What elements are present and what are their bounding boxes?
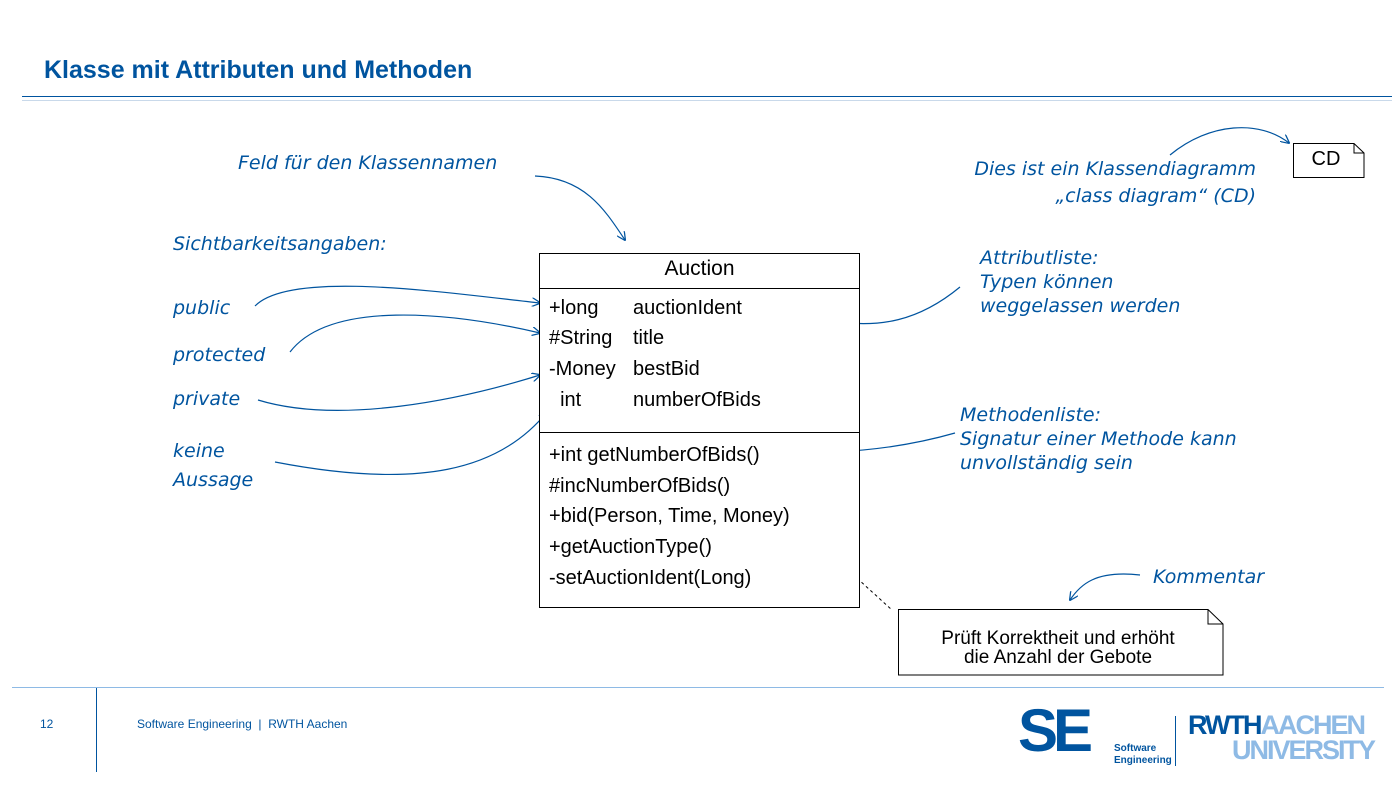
uml-name-divider (540, 288, 859, 289)
uml-attribute: +long auctionIdent (549, 297, 742, 319)
se-logo-mark: SE (1018, 697, 1089, 764)
cd-tag-label: CD (1311, 148, 1341, 170)
uml-attribute: int numberOfBids (549, 389, 761, 411)
uml-method: +int getNumberOfBids() (549, 444, 760, 466)
annotation-visibility-heading: Sichtbarkeitsangaben: (173, 233, 387, 255)
uml-attribute: -Money bestBid (549, 358, 700, 380)
uml-class-auction (539, 253, 860, 608)
annotation-diagram-info (952, 156, 1256, 210)
arrow-public (255, 286, 540, 306)
annotation-classname-field: Feld für den Klassennamen (238, 152, 498, 174)
footer-text: Software Engineering | RWTH Aachen (137, 717, 348, 731)
comment-note-line2: die Anzahl der Gebote (963, 647, 1153, 668)
annotation-attribute-list (980, 246, 1180, 318)
annotation-no-statement (173, 437, 253, 495)
rwth-logo (1188, 710, 1375, 768)
arrow-private (258, 375, 540, 410)
annotation-private: private (173, 388, 241, 410)
uml-attribute: #String title (549, 327, 665, 349)
se-logo (1018, 697, 1172, 772)
uml-class-name: Auction (664, 257, 735, 280)
rwth-logo-line2: UNIVERSITY (1232, 735, 1375, 765)
annotation-method-list-line3: unvollständig sein (960, 452, 1133, 474)
annotation-method-list (960, 403, 1237, 475)
annotation-attribute-list-line2: Typen können (980, 271, 1114, 293)
annotation-diagram-info-line2: „class diagram“ (CD) (1055, 185, 1256, 207)
uml-attribute-divider (540, 432, 859, 433)
annotation-no-statement-line2: Aussage (173, 469, 254, 491)
rwth-logo-aachen: AACHEN (1260, 710, 1365, 740)
annotation-comment: Kommentar (1153, 566, 1265, 588)
annotation-attribute-list-line1: Attributliste: (980, 247, 1099, 269)
arrow-classname (535, 176, 625, 240)
annotation-attribute-list-line3: weggelassen werden (980, 295, 1181, 317)
arrow-comment (1070, 574, 1140, 600)
annotation-method-list-line2: Signatur einer Methode kann (960, 428, 1237, 450)
uml-method: -setAuctionIdent(Long) (549, 567, 752, 589)
se-logo-text-2: Engineering (1114, 755, 1172, 766)
comment-note-text (900, 629, 1216, 667)
annotation-diagram-info-line1: Dies ist ein Klassendiagramm (974, 158, 1256, 180)
logo-separator (1175, 716, 1176, 766)
rwth-logo-rwth: RWTH (1188, 710, 1261, 740)
comment-note-line1: Prüft Korrektheit und erhöht (941, 628, 1175, 649)
footer-vertical-rule (96, 688, 97, 772)
annotation-no-statement-line1: keine (173, 440, 225, 462)
annotation-protected: protected (173, 344, 266, 366)
uml-method: +getAuctionType() (549, 536, 712, 558)
uml-method: #incNumberOfBids() (549, 475, 731, 497)
slide-title: Klasse mit Attributen und Methoden (44, 56, 473, 84)
annotation-public: public (173, 297, 231, 319)
arrow-diagram-info (1170, 128, 1289, 155)
footer-divider (12, 687, 1384, 688)
annotation-method-list-line1: Methodenliste: (960, 404, 1101, 426)
arrow-protected (290, 315, 540, 352)
page-number: 12 (40, 717, 54, 731)
se-logo-text-1: Software (1114, 743, 1157, 754)
arrow-no-statement (275, 412, 547, 475)
uml-method: +bid(Person, Time, Money) (549, 505, 790, 527)
